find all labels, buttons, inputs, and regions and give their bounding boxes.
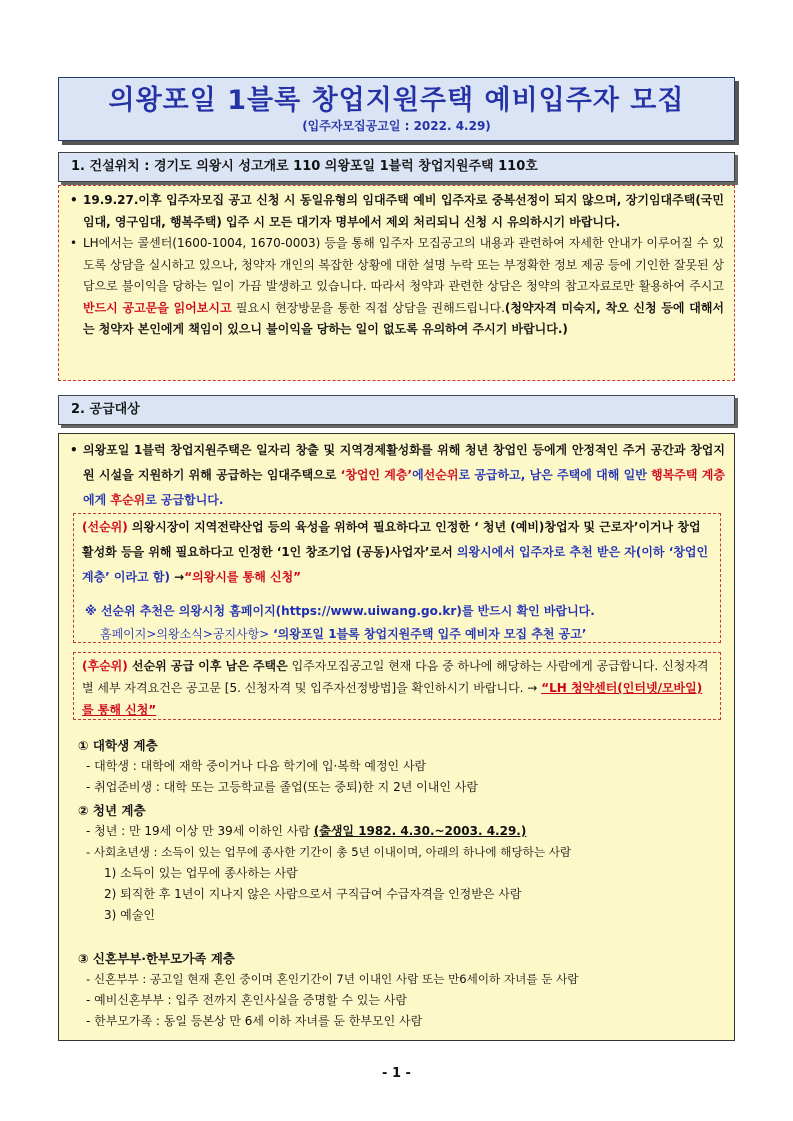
group-line: - 대학생 : 대학에 재학 중이거나 다음 학기에 입·복학 예정인 사람 (86, 759, 427, 773)
group-line: - 신혼부부 : 공고일 현재 혼인 중이며 혼인기간이 7년 이내인 사람 또는 만6세이하 자녀를 둔 사람 (86, 972, 579, 986)
group-title: ③ 신혼부부·한부모가족 계층 (78, 951, 235, 966)
group-youth (78, 800, 718, 926)
intro-emphasis: 후순위 (110, 493, 146, 507)
section1-heading: 1. 건설위치 : 경기도 의왕시 성고개로 110 의왕포일 1블럭 창업지원주택 110호 (58, 152, 735, 182)
intro-emphasis: 에 (412, 468, 424, 482)
page-number: - 1 - (382, 1066, 411, 1081)
group-newlywed (78, 948, 718, 1032)
group-line: - 예비신혼부부 : 입주 전까지 혼인사실을 증명할 수 있는 사람 (86, 993, 407, 1007)
group-university (78, 735, 718, 798)
menu-path: 홈페이지>의왕소식>공지사항> (100, 627, 274, 641)
group-subline: 1) 소득이 있는 업무에 종사하는 사람 (104, 866, 298, 880)
secondary-apply-method: “LH 청약센터(인터넷/모바일)를 통해 신청” (82, 681, 703, 717)
supply-intro-bullet (83, 438, 725, 513)
notice-text: LH에서는 콜센터(1600-1004, 1670-0003) 등을 통해 입주자 모집공고의 내용과 관련하여 자세한 안내가 이루어질 수 있도록 상담을 실시하고 있으나, 청약자 개인의 복잡한 상황에 대한 설명 누락 또는 부정확한 정보 제공 등에 기인한 잘못된 상담으로 불이익을 당하는 일이 가끔 발생하고 있습니다. 따라서 청약과 관련한 상담은 청약의 참고자료로만 활용하여 주시고 (83, 236, 724, 293)
section2-heading: 2. 공급대상 (58, 395, 735, 425)
priority-note-2 (82, 624, 712, 644)
intro-emphasis: 행복주택 계층 (651, 468, 725, 482)
notice-list (65, 190, 724, 341)
intro-emphasis: ‘창업인 계층’ (340, 468, 413, 482)
intro-emphasis: 로 공급하고, 남은 주택에 대해 일반 (458, 468, 652, 482)
notice-warning: (청약자격 미숙지, 착오 신청 등에 대해서는 청약자 본인에게 책임이 있으니 불이익을 당하는 일이 없도록 유의하여 주시기 바랍니다.) (83, 300, 724, 336)
group-line (78, 821, 718, 842)
page-subtitle: (입주자모집공고일 : 2022. 4.29) (302, 119, 491, 133)
group-subline: 2) 퇴직한 후 1년이 지나지 않은 사람으로서 구직급여 수급자격을 인정받은 사람 (104, 887, 522, 901)
secondary-box (73, 652, 721, 720)
priority-desc: 의왕시장이 지역전략산업 등의 육성을 위하여 필요하다고 인정한 ‘ 청년 (예비)창업자 및 근로자’이거나 창업활성화 등을 위해 필요하다고 인정한 ‘1인 창조기업 (공동)사업자’로서 (82, 520, 701, 559)
birth-range: (출생일 1982. 4.30.~2003. 4.29.) (313, 824, 527, 838)
group-subline: 3) 예술인 (104, 908, 155, 922)
notice-title: ‘의왕포일 1블록 창업지원주택 입주 예비자 모집 추천 공고’ (273, 627, 587, 641)
priority-apply-method: “의왕시를 통해 신청” (184, 570, 302, 584)
group-line: - 한부모가족 : 동일 등본상 만 6세 이하 자녀를 둔 한부모인 사람 (86, 1014, 423, 1028)
group-title: ① 대학생 계층 (78, 738, 158, 753)
secondary-tag: (후순위) (82, 659, 128, 673)
intro-emphasis: 선순위 (423, 468, 459, 482)
priority-note-1: ※ 선순위 추천은 의왕시청 홈페이지(https://www.uiwang.go.kr)를 반드시 확인 바랍니다. (85, 604, 595, 618)
intro-emphasis: 에게 (83, 493, 111, 507)
intro-emphasis: 로 공급합니다. (145, 493, 224, 507)
priority-box (73, 513, 721, 643)
notice-bullet-1: • 19.9.27.이후 입주자모집 공고 신청 시 동일유형의 임대주택 예비 입주자로 중복선정이 되지 않으며, 장기임대주택(국민임대, 영구임대, 행복주택) 입주 시 모든 대기자 명부에서 제외 처리되니 신청 시 유의하시기 바랍니다. (83, 190, 724, 233)
page-title: 의왕포일 1블록 창업지원주택 예비입주자 모집 (108, 85, 685, 116)
secondary-lead: 선순위 공급 이후 남은 주택은 (127, 659, 288, 673)
secondary-desc: 입주자모집공고일 현재 다음 중 하나에 해당하는 사람에게 공급합니다. 신청자격별 세부 자격요건은 공고문 [5. 신청자격 및 입주자선정방법]을 확인하시기 바랍니다. → (82, 659, 709, 695)
group-line: - 사회초년생 : 소득이 있는 업무에 종사한 기간이 총 5년 이내이며, 아래의 하나에 해당하는 사람 (86, 845, 572, 859)
notice-box (58, 185, 735, 381)
priority-text (82, 515, 712, 590)
notice-bullet-2 (83, 233, 724, 341)
group-line: - 취업준비생 : 대학 또는 고등학교를 졸업(또는 중퇴)한 지 2년 이내인 사람 (86, 780, 478, 794)
group-title: ② 청년 계층 (78, 803, 146, 818)
notice-text: 필요시 현장방문을 통한 직접 상담을 권해드립니다. (231, 300, 505, 315)
title-box (58, 77, 735, 141)
intro-text: 의왕포일 1블럭 창업지원주택은 일자리 창출 및 지역경제활성화를 위해 청년 창업인 등에게 안정적인 주거 공간과 창업지원 시설을 지원하기 위해 공급하는 임대주택으로 (83, 443, 725, 482)
priority-tag: (선순위) (82, 520, 128, 534)
group-line-text: - 청년 : 만 19세 이상 만 39세 이하인 사람 (86, 824, 314, 838)
supply-intro (65, 438, 725, 513)
arrow: → (169, 570, 185, 584)
priority-recommend: 의왕시에서 입주자로 추천 받은 자(이하 ‘창업인 계층’ 이라고 함) (82, 545, 709, 584)
notice-emphasis: 반드시 공고문을 읽어보시고 (83, 300, 232, 315)
